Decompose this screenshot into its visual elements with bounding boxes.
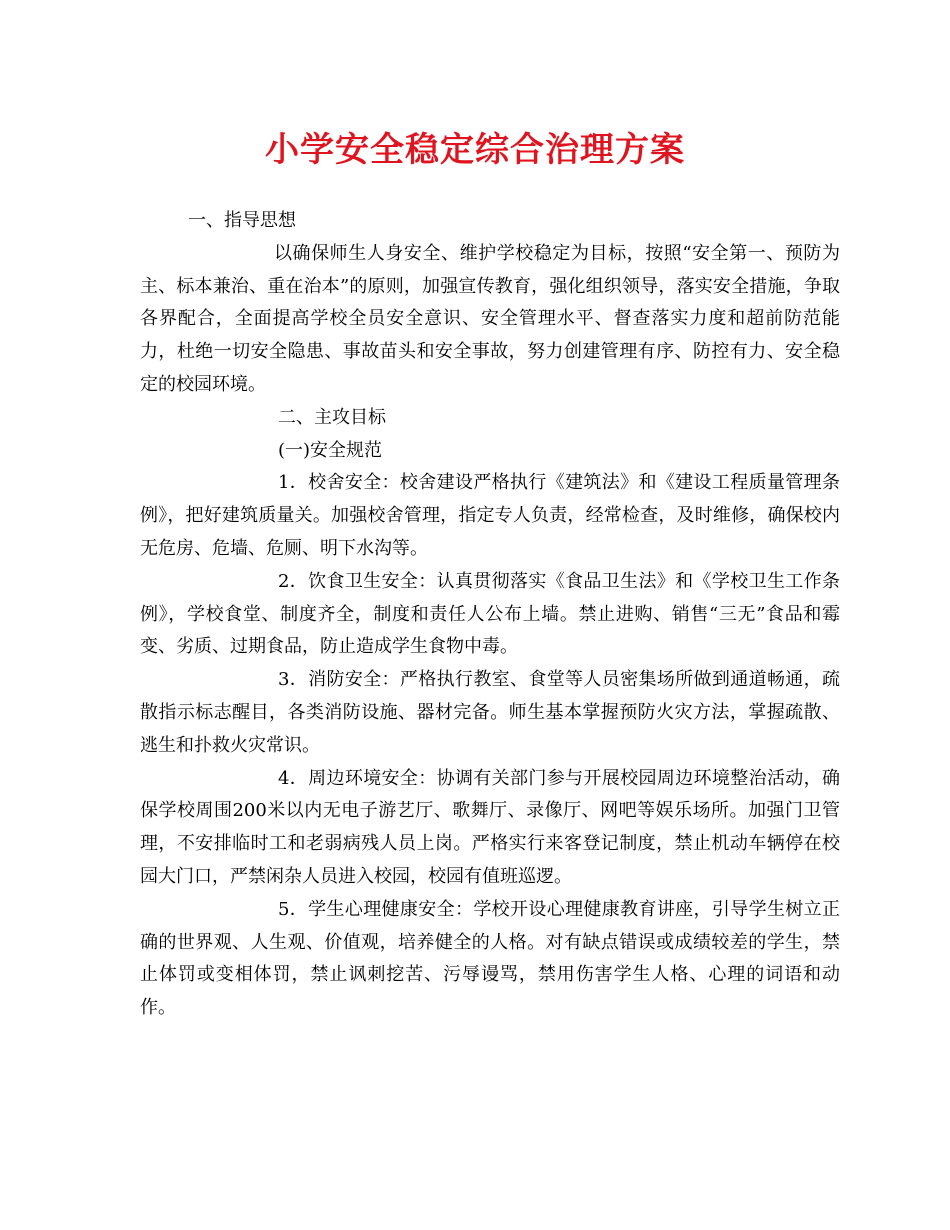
subsection-heading-safety-standards: (一)安全规范 xyxy=(278,439,383,461)
paragraph-surrounding-environment-safety: 4．周边环境安全：协调有关部门参与开展校园周边环境整治活动，确保学校周围200米以内无电子游艺厅、歌舞厅、录像厅、网吧等娱乐场所。加强门卫管理，不安排临时工和老弱病残人员上岗。严格实行来客登记制度，禁止机动车辆停在校园大门口，严禁闲杂人员进入校园，校园有值班巡逻。 xyxy=(140,767,840,887)
document-title: 小学安全稳定综合治理方案 xyxy=(265,130,685,170)
section-heading-main-goals: 二、主攻目标 xyxy=(278,406,386,428)
paragraph-food-hygiene-safety: 2．饮食卫生安全：认真贯彻落实《食品卫生法》和《学校卫生工作条例》，学校食堂、制度齐全，制度和责任人公布上墙。禁止进购、销售“三无”食品和霉变、劣质、过期食品，防止造成学生食物中毒。 xyxy=(140,570,840,658)
paragraph-student-mental-health-safety: 5．学生心理健康安全：学校开设心理健康教育讲座，引导学生树立正确的世界观、人生观、价值观，培养健全的人格。对有缺点错误或成绩较差的学生，禁止体罚或变相体罚，禁止讽刺挖苦、污辱谩骂，禁用伤害学生人格、心理的词语和动作。 xyxy=(140,898,840,1019)
section-heading-guiding-ideology: 一、指导思想 xyxy=(188,210,296,231)
document-body xyxy=(140,205,840,1025)
paragraph-guiding-ideology: 以确保师生人身安全、维护学校稳定为目标，按照“安全第一、预防为主、标本兼治、重在治本”的原则，加强宣传教育，强化组织领导，落实安全措施，争取各界配合，全面提高学校全员安全意识、安全管理水平、督查落实力度和超前防范能力，杜绝一切安全隐患、事故苗头和安全事故，努力创建管理有序、防控有力、安全稳定的校园环境。 xyxy=(140,242,840,395)
paragraph-school-building-safety: 1．校舍安全：校舍建设严格执行《建筑法》和《建设工程质量管理条例》，把好建筑质量关。加强校舍管理，指定专人负责，经常检查，及时维修，确保校内无危房、危墙、危厕、明下水沟等。 xyxy=(140,472,840,559)
paragraph-fire-safety: 3．消防安全：严格执行教室、食堂等人员密集场所做到通道畅通，疏散指示标志醒目，各类消防设施、器材完备。师生基本掌握预防火灾方法，掌握疏散、逃生和扑救火灾常识。 xyxy=(140,669,840,756)
